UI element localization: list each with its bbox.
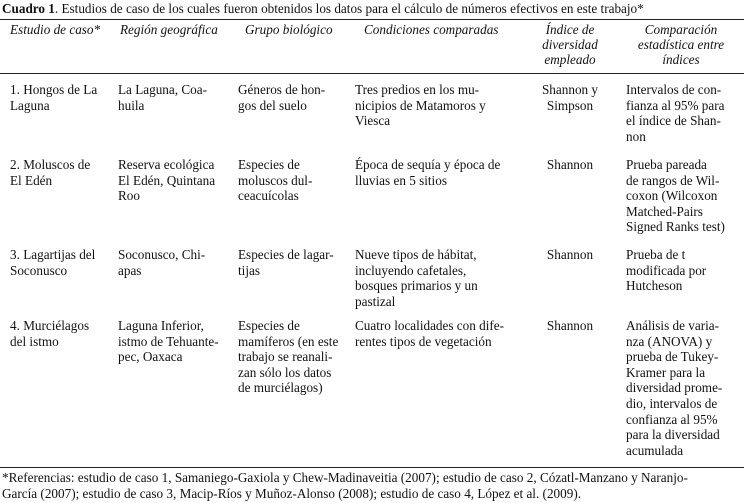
header-line: estadística entre (637, 37, 725, 52)
cell-conditions (355, 82, 527, 129)
cell-line: acumulada (626, 442, 684, 458)
cell-line: confianza al 95% (626, 411, 718, 427)
cell-line: coxon (Wilcoxon (626, 188, 718, 204)
cell-line: apas (118, 262, 142, 278)
table-caption (2, 1, 644, 17)
cell-line: non (626, 128, 646, 144)
cell-line: ceacuícolas (238, 188, 299, 204)
cell-line: Especies de lagar- (238, 247, 334, 262)
cell-group (238, 247, 356, 278)
cell-line: Intervalos de con- (626, 82, 722, 97)
header-index (530, 22, 610, 67)
cell-line: istmo de Tehuante- (118, 333, 219, 349)
cell-line: 2. Moluscos de (10, 157, 91, 172)
header-stat (620, 22, 742, 67)
header-line: empleado (544, 52, 596, 67)
cell-line: pastizal (355, 293, 396, 309)
header-line: índices (662, 52, 700, 67)
cell-case (10, 247, 110, 278)
cell-line: Géneros de hon- (238, 82, 326, 97)
cell-case (10, 157, 110, 188)
cell-line: del istmo (10, 333, 59, 349)
cell-index (530, 318, 610, 334)
cell-line: de murciélagos) (238, 380, 323, 396)
footnote-line: *Referencias: estudio de caso 1, Samaniego-Gaxiola y Chew-Madinaveitia (2007); estudio de caso 2, Cózatl-Manzano y Naranjo- (2, 470, 688, 485)
cell-index (530, 247, 610, 263)
cell-line: fianza al 95% para (626, 97, 725, 113)
cell-line: prueba de Tukey- (626, 349, 719, 365)
top-rule (0, 19, 744, 20)
cell-stat (626, 318, 744, 458)
cell-line: Análisis de varia- (626, 318, 720, 333)
cell-line: Roo (118, 188, 140, 204)
cell-conditions (355, 247, 527, 309)
cell-line: Época de sequía y época de (355, 157, 501, 172)
cell-line: Especies de (238, 157, 300, 172)
cell-line: 3. Lagartijas del (10, 247, 96, 262)
bottom-rule (0, 467, 744, 468)
header-line: Región geográfica (120, 22, 218, 37)
cell-line: bosques primarios y un (355, 278, 478, 294)
cell-line: Shannon (546, 318, 594, 333)
cell-line: Simpson (546, 97, 594, 113)
cell-line: modificada por (626, 262, 707, 278)
cell-line: 4. Murciélagos (10, 318, 90, 333)
cell-line: Laguna (10, 97, 50, 113)
cell-line: zan sólo los datos (238, 364, 332, 380)
cell-line: huila (118, 97, 145, 113)
cell-conditions (355, 318, 527, 349)
cell-line: Especies de (238, 318, 300, 333)
cell-group (238, 157, 356, 204)
cell-line: El Edén, Quintana (118, 172, 216, 188)
cell-line: diversidad prome- (626, 380, 723, 396)
header-line: Comparación (644, 22, 718, 37)
cell-line: Hutcheson (626, 278, 683, 294)
cell-line: La Laguna, Coa- (118, 82, 207, 97)
cell-case (10, 318, 110, 349)
cell-conditions (355, 157, 527, 188)
cell-line: Shannon y (541, 82, 599, 97)
cell-line: El Edén (10, 172, 53, 188)
cell-line: Signed Ranks test) (626, 219, 725, 235)
header-group (245, 22, 353, 37)
header-line: Condiciones comparadas (364, 22, 499, 37)
cell-line: Nueve tipos de hábitat, (355, 247, 477, 262)
cell-line: Matched-Pairs (626, 203, 703, 219)
cell-line: Laguna Inferior, (118, 318, 204, 333)
cell-line: Soconusco (10, 262, 68, 278)
cell-line: rentes tipos de vegetación (355, 333, 492, 349)
cell-line: Cuatro localidades con dife- (355, 318, 505, 333)
cell-region (118, 82, 243, 113)
table-footnote (2, 470, 742, 501)
cell-line: Tres predios en los mu- (355, 82, 480, 97)
caption-label: Cuadro 1 (2, 1, 55, 16)
cell-line: Prueba de t (626, 247, 686, 262)
cell-line: Reserva ecológica (118, 157, 215, 172)
cell-stat (626, 157, 744, 235)
cell-group (238, 318, 356, 396)
cell-stat (626, 82, 744, 144)
cell-line: 1. Hongos de La (10, 82, 98, 97)
cell-line: para la diversidad (626, 427, 720, 443)
cell-line: dio, intervalos de (626, 395, 718, 411)
cell-case (10, 82, 110, 113)
cell-group (238, 82, 356, 113)
cell-line: incluyendo cafetales, (355, 262, 467, 278)
cell-line: gos del suelo (238, 97, 307, 113)
header-line: diversidad (542, 37, 598, 52)
cell-index (530, 157, 610, 173)
cell-line: de rangos de Wil- (626, 172, 720, 188)
cell-region (118, 157, 243, 204)
header-case (10, 22, 110, 37)
cell-line: lluvias en 5 sitios (355, 172, 447, 188)
cell-line: pec, Oaxaca (118, 349, 183, 365)
cell-line: Prueba pareada (626, 157, 707, 172)
cell-line: nicipios de Matamoros y (355, 97, 486, 113)
header-line: Grupo biológico (245, 22, 333, 37)
cell-line: Shannon (546, 157, 594, 172)
cell-line: nza (ANOVA) y (626, 333, 713, 349)
cell-region (118, 247, 243, 278)
cell-region (118, 318, 243, 365)
cell-line: tijas (238, 262, 260, 278)
cell-line: Kramer para la (626, 364, 706, 380)
cell-stat (626, 247, 744, 294)
header-region (120, 22, 232, 37)
header-conditions (364, 22, 534, 37)
header-rule (0, 73, 744, 74)
cell-line: mamíferos (en este (238, 333, 339, 349)
cell-line: Soconusco, Chi- (118, 247, 206, 262)
cell-line: Viesca (355, 113, 391, 129)
cell-line: trabajo se reanali- (238, 349, 333, 365)
cell-line: Shannon (546, 247, 594, 262)
cell-line: moluscos dul- (238, 172, 313, 188)
caption-text: . Estudios de caso de los cuales fueron obtenidos los datos para el cálculo de números efectivos en este trabajo* (54, 1, 644, 16)
cell-index (530, 82, 610, 113)
footnote-line: García (2007); estudio de caso 3, Macip-Ríos y Muñoz-Alonso (2008); estudio de caso 4, López et al. (2009). (2, 485, 582, 501)
cell-line: el índice de Shan- (626, 113, 721, 129)
header-line: Índice de (545, 22, 595, 37)
header-line: Estudio de caso* (10, 22, 101, 37)
